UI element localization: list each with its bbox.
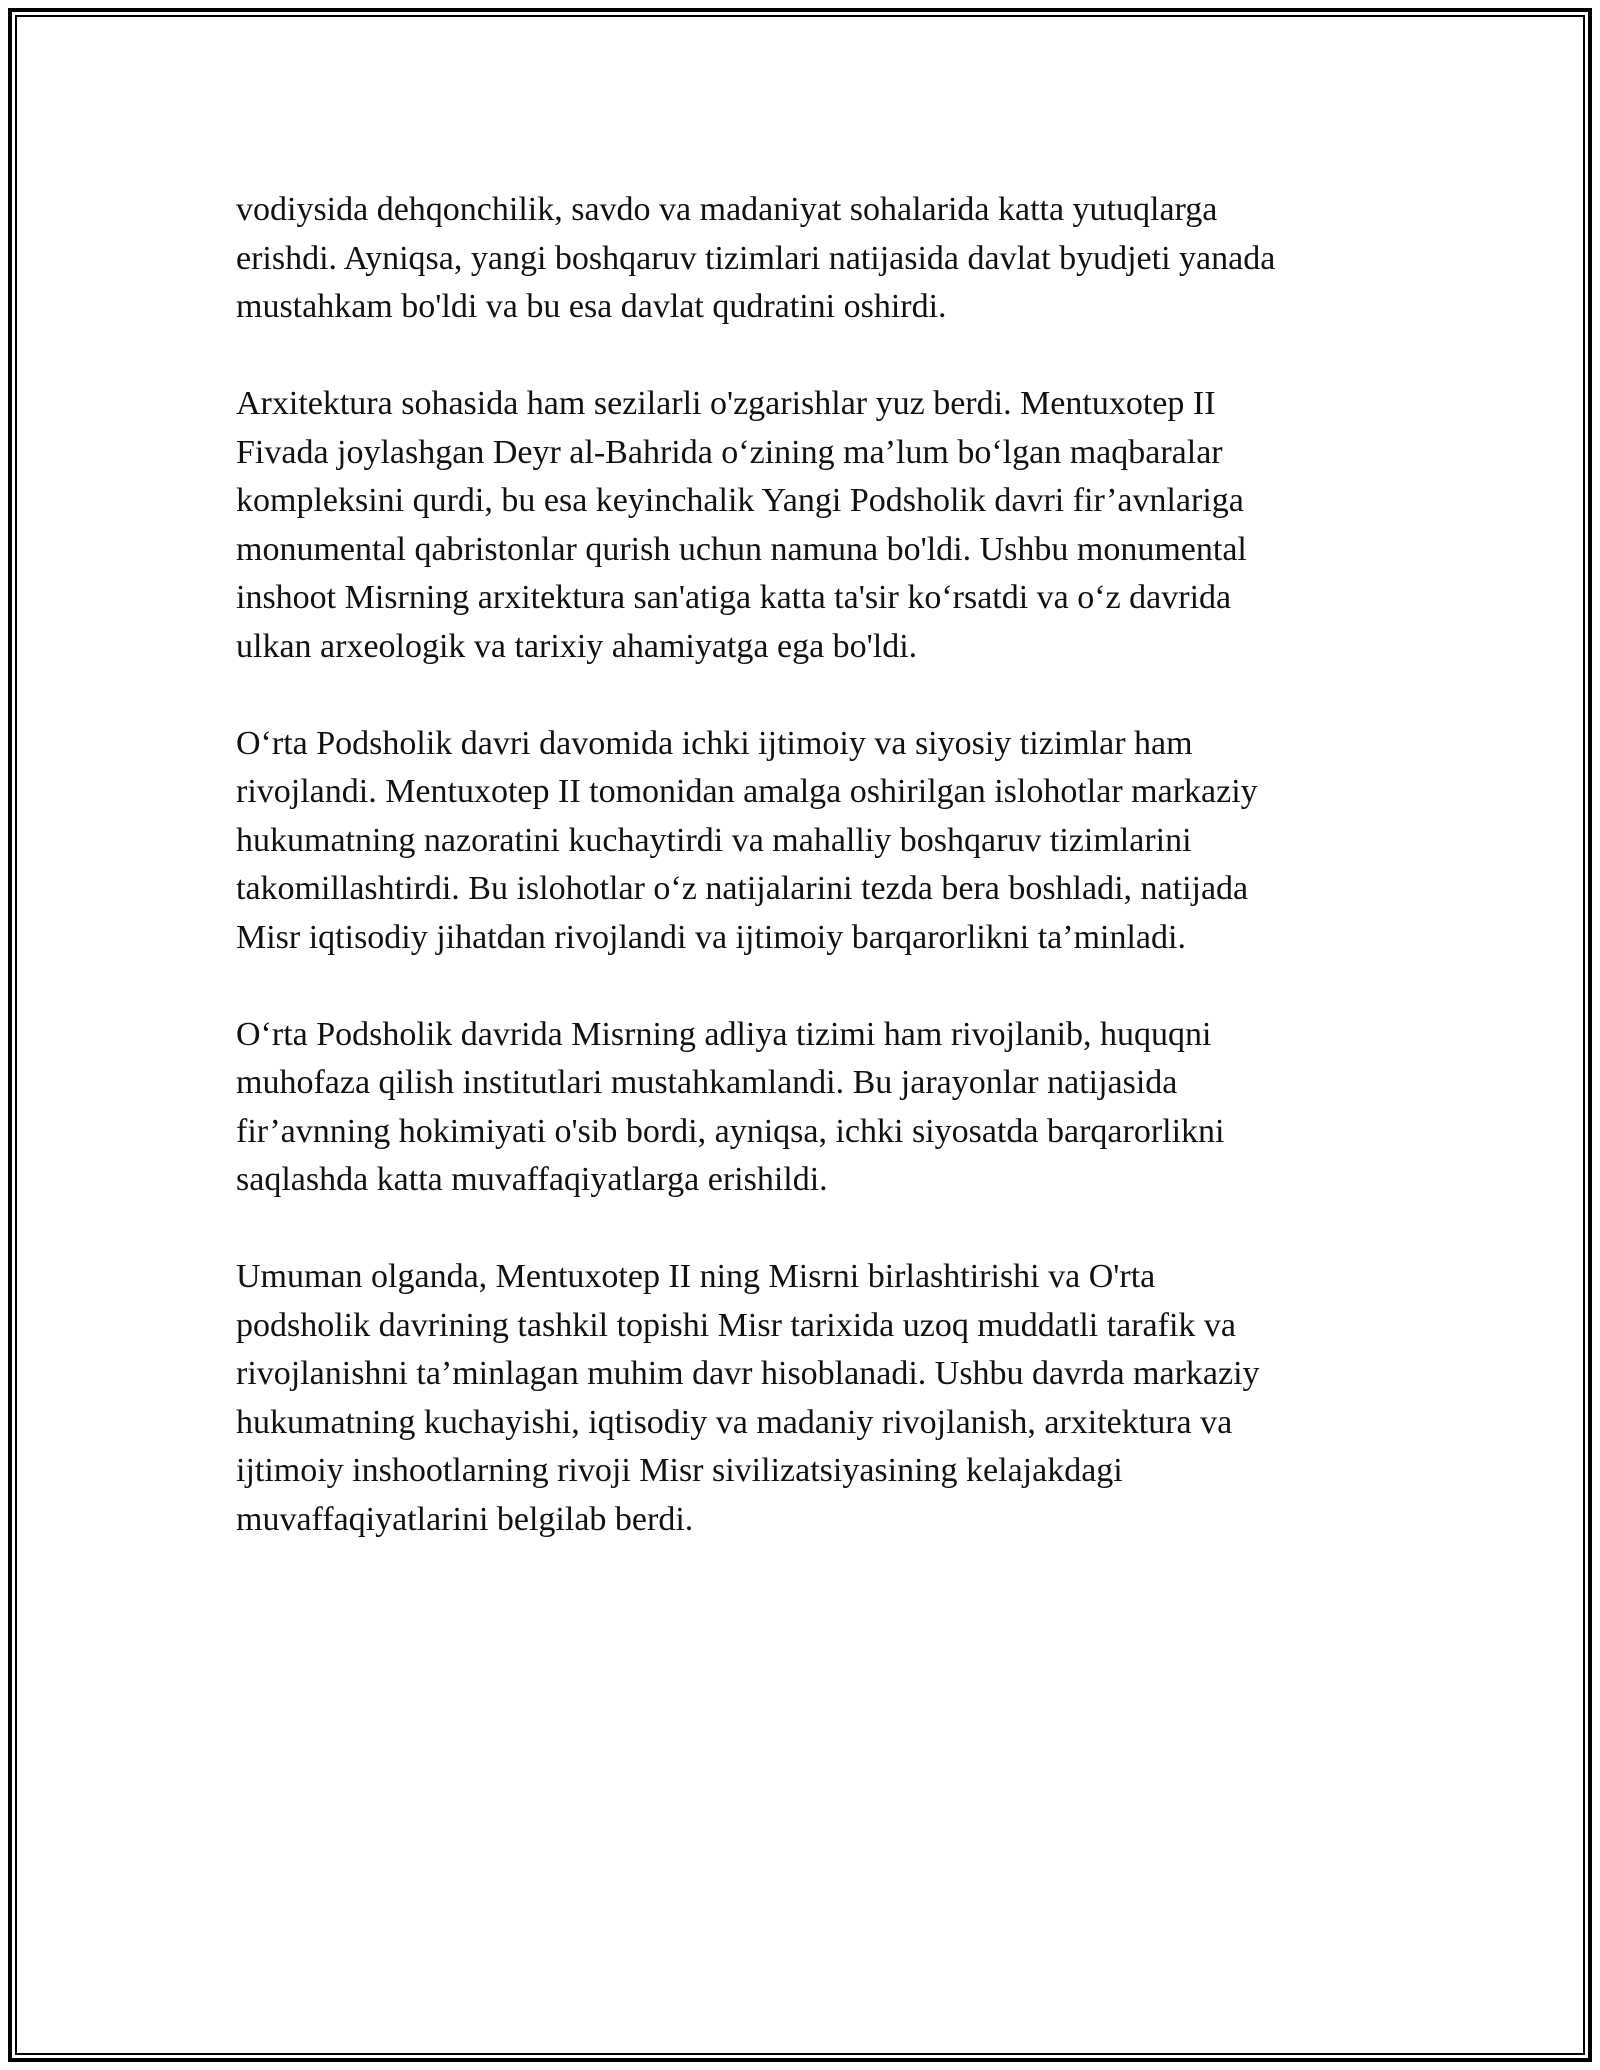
text-line: muvaffaqiyatlarini belgilab berdi. (236, 1500, 694, 1538)
text-line: vodiysida dehqonchilik, savdo va madaniyat sohalarida katta yutuqlarga (236, 191, 1218, 228)
paragraph (236, 720, 1376, 963)
text-line: erishdi. Ayniqsa, yangi boshqaruv tizimlari natijasida davlat byudjeti yanada (236, 239, 1276, 277)
text-line: hukumatning kuchayishi, iqtisodiy va madaniy rivojlanish, arxitektura va (236, 1403, 1233, 1441)
paragraph (236, 186, 1376, 332)
text-line: Arxitektura sohasida ham sezilarli o'zgarishlar yuz berdi. Mentuxotep II (236, 385, 1216, 422)
text-line: mustahkam bo'ldi va bu esa davlat qudratini oshirdi. (236, 288, 947, 325)
text-line: Fivada joylashgan Deyr al-Bahrida o‘zining ma’lum bo‘lgan maqbaralar (236, 433, 1223, 471)
text-line: Misr iqtisodiy jihatdan rivojlandi va ijtimoiy barqarorlikni ta’minladi. (236, 918, 1186, 956)
text-line: inshoot Misrning arxitektura san'atiga katta ta'sir ko‘rsatdi va o‘z davrida (236, 579, 1232, 616)
text-line: hukumatning nazoratini kuchaytirdi va mahalliy boshqaruv tizimlarini (236, 821, 1192, 859)
text-line: takomillashtirdi. Bu islohotlar o‘z natijalarini tezda bera boshladi, natijada (236, 870, 1249, 907)
text-line: muhofaza qilish institutlari mustahkamlandi. Bu jarayonlar natijasida (236, 1064, 1178, 1101)
text-line: saqlashda katta muvaffaqiyatlarga erishildi. (236, 1161, 828, 1198)
text-line: ulkan arxeologik va tarixiy ahamiyatga ega bo'ldi. (236, 627, 918, 665)
text-line: Umuman olganda, Mentuxotep II ning Misrni birlashtirishi va O'rta (236, 1258, 1156, 1295)
text-line: ijtimoiy inshootlarning rivoji Misr sivilizatsiyasining kelajakdagi (236, 1452, 1123, 1489)
paragraph (236, 1011, 1376, 1205)
text-line: fir’avnning hokimiyati o'sib bordi, ayniqsa, ichki siyosatda barqarorlikni (236, 1112, 1225, 1150)
paragraph (236, 1253, 1376, 1544)
text-line: monumental qabristonlar qurish uchun namuna bo'ldi. Ushbu monumental (236, 530, 1247, 568)
document-body (236, 186, 1376, 1593)
text-line: podsholik davrining tashkil topishi Misr tarixida uzoq muddatli tarafik va (236, 1306, 1237, 1344)
text-line: rivojlanishni ta’minlagan muhim davr hisoblanadi. Ushbu davrda markaziy (236, 1355, 1260, 1392)
text-line: kompleksini qurdi, bu esa keyinchalik Yangi Podsholik davri fir’avnlariga (236, 482, 1244, 519)
paragraph (236, 380, 1376, 671)
text-line: O‘rta Podsholik davri davomida ichki ijtimoiy va siyosiy tizimlar ham (236, 724, 1193, 762)
text-line: rivojlandi. Mentuxotep II tomonidan amalga oshirilgan islohotlar markaziy (236, 773, 1258, 810)
text-line: O‘rta Podsholik davrida Misrning adliya tizimi ham rivojlanib, huquqni (236, 1015, 1212, 1053)
